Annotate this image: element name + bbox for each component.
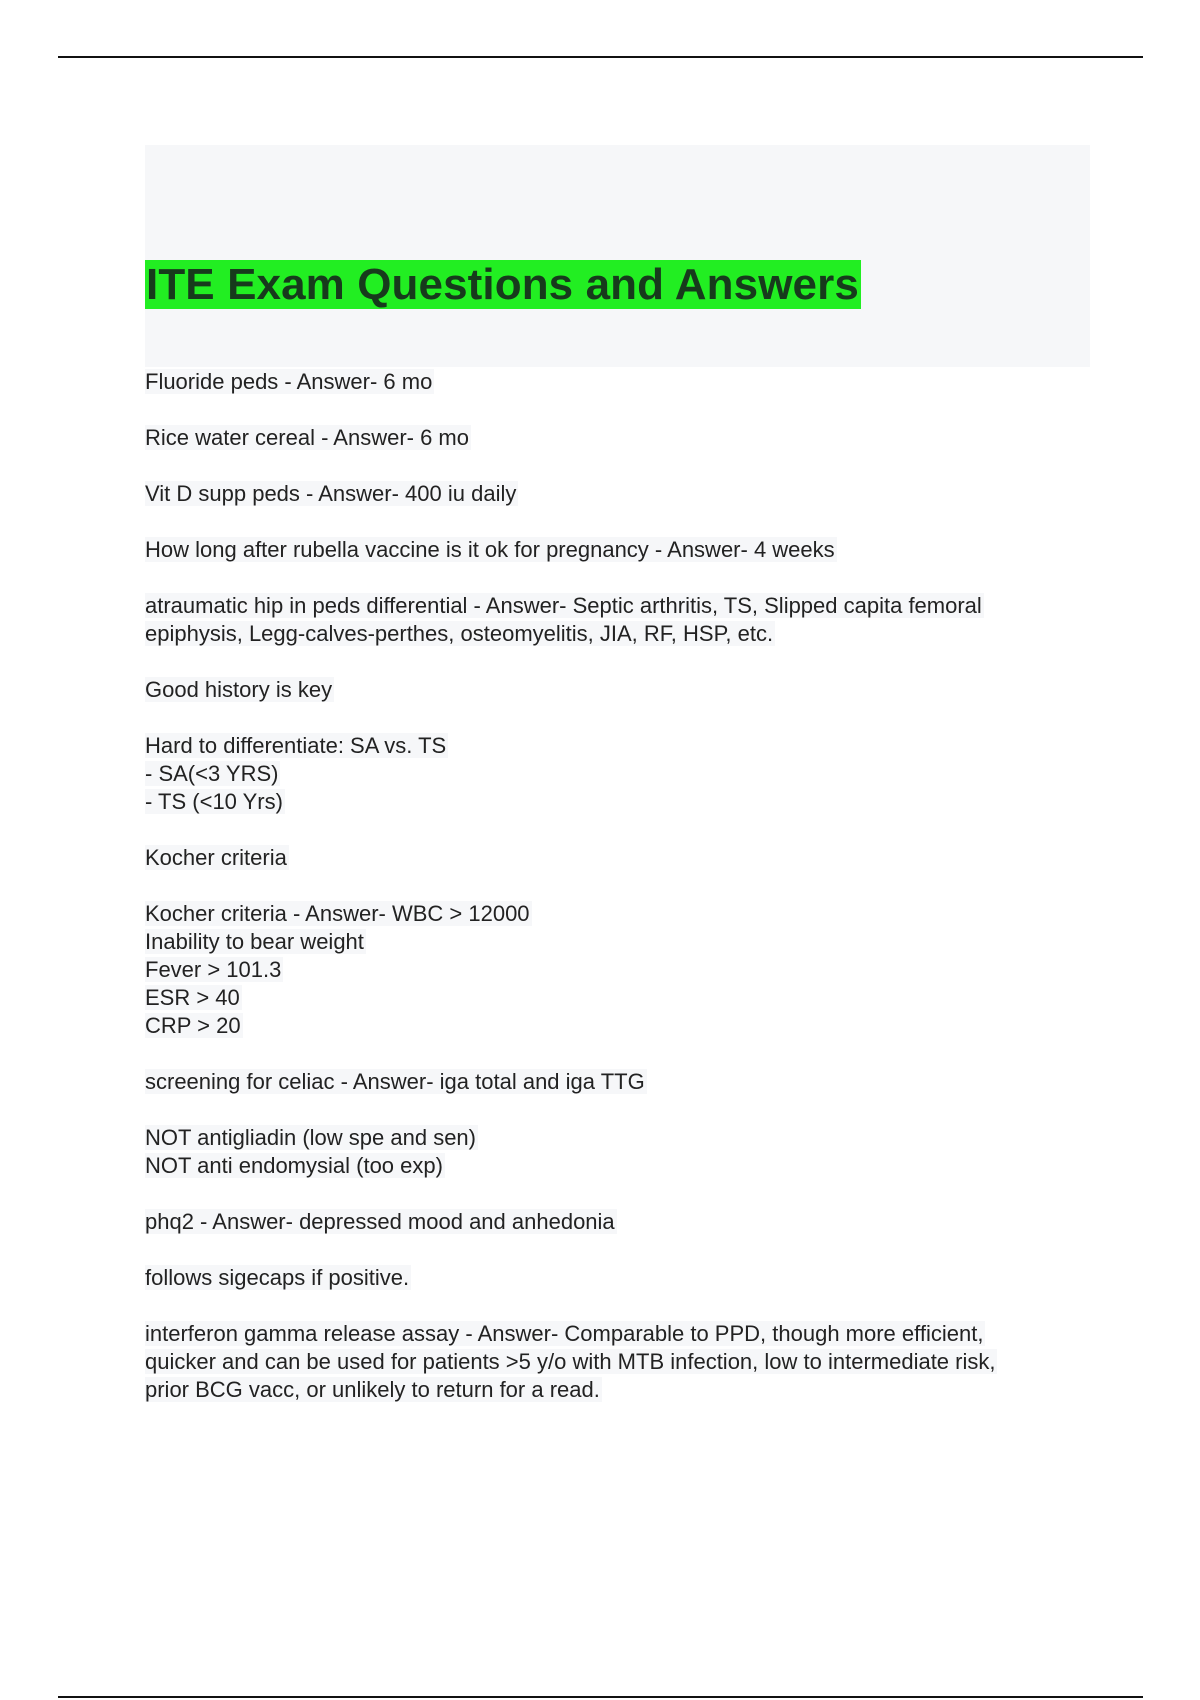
entry-line-text: Vit D supp peds - Answer- 400 iu daily <box>145 481 517 506</box>
entry-line <box>145 592 1105 620</box>
entry-line-text: quicker and can be used for patients >5 y/o with MTB infection, low to intermediate risk, <box>145 1349 996 1374</box>
entry-line <box>145 1068 1105 1096</box>
entry-line <box>145 788 1105 816</box>
entry-line <box>145 844 1105 872</box>
entry-line-text: atraumatic hip in peds differential - Answer- Septic arthritis, TS, Slipped capita femoral <box>145 593 982 618</box>
entry-line-text: NOT anti endomysial (too exp) <box>145 1153 443 1178</box>
entry-line <box>145 1012 1105 1040</box>
qa-entry <box>145 900 1105 1040</box>
qa-entry <box>145 480 1105 508</box>
qa-entry <box>145 536 1105 564</box>
entry-line-text: Fluoride peds - Answer- 6 mo <box>145 369 433 394</box>
entry-line <box>145 984 1105 1012</box>
entry-line <box>145 900 1105 928</box>
entry-line <box>145 536 1105 564</box>
qa-entry <box>145 1124 1105 1180</box>
entry-line <box>145 368 1105 396</box>
entry-line <box>145 956 1105 984</box>
qa-entry <box>145 592 1105 648</box>
qa-entry <box>145 844 1105 872</box>
entry-line <box>145 424 1105 452</box>
entry-line <box>145 1348 1105 1376</box>
entry-line-text: epiphysis, Legg-calves-perthes, osteomyelitis, JIA, RF, HSP, etc. <box>145 621 774 646</box>
entry-line-text: - TS (<10 Yrs) <box>145 789 283 814</box>
qa-list <box>145 368 1105 1432</box>
qa-entry <box>145 1320 1105 1404</box>
entry-line-text: follows sigecaps if positive. <box>145 1265 410 1290</box>
entry-line <box>145 1320 1105 1348</box>
entry-line-text: screening for celiac - Answer- iga total and iga TTG <box>145 1069 645 1094</box>
document-title <box>145 257 862 313</box>
entry-line <box>145 1376 1105 1404</box>
qa-entry <box>145 1208 1105 1236</box>
entry-line <box>145 676 1105 704</box>
qa-entry <box>145 1264 1105 1292</box>
entry-line <box>145 928 1105 956</box>
entry-line <box>145 1208 1105 1236</box>
entry-line-text: Fever > 101.3 <box>145 957 282 982</box>
entry-line <box>145 1152 1105 1180</box>
title-banner <box>145 145 1090 367</box>
entry-line-text: NOT antigliadin (low spe and sen) <box>145 1125 476 1150</box>
qa-entry <box>145 1068 1105 1096</box>
entry-line-text: phq2 - Answer- depressed mood and anhedonia <box>145 1209 615 1234</box>
entry-line-text: - SA(<3 YRS) <box>145 761 279 786</box>
entry-line <box>145 620 1105 648</box>
entry-line-text: Kocher criteria - Answer- WBC > 12000 <box>145 901 530 926</box>
entry-line-text: interferon gamma release assay - Answer- Comparable to PPD, though more efficient, <box>145 1321 984 1346</box>
header-rule <box>58 56 1143 58</box>
entry-line-text: How long after rubella vaccine is it ok for pregnancy - Answer- 4 weeks <box>145 537 835 562</box>
title-highlight: ITE Exam Questions and Answers <box>146 260 859 309</box>
entry-line <box>145 732 1105 760</box>
footer-rule <box>58 1696 1143 1698</box>
entry-line <box>145 760 1105 788</box>
entry-line-text: prior BCG vacc, or unlikely to return for a read. <box>145 1377 600 1402</box>
qa-entry <box>145 368 1105 396</box>
entry-line <box>145 480 1105 508</box>
entry-line <box>145 1264 1105 1292</box>
entry-line-text: Inability to bear weight <box>145 929 364 954</box>
entry-line <box>145 1124 1105 1152</box>
entry-line-text: CRP > 20 <box>145 1013 241 1038</box>
entry-line-text: Good history is key <box>145 677 333 702</box>
qa-entry <box>145 676 1105 704</box>
qa-entry <box>145 424 1105 452</box>
entry-line-text: Rice water cereal - Answer- 6 mo <box>145 425 469 450</box>
entry-line-text: ESR > 40 <box>145 985 240 1010</box>
entry-line-text: Kocher criteria <box>145 845 287 870</box>
entry-line-text: Hard to differentiate: SA vs. TS <box>145 733 447 758</box>
qa-entry <box>145 732 1105 816</box>
